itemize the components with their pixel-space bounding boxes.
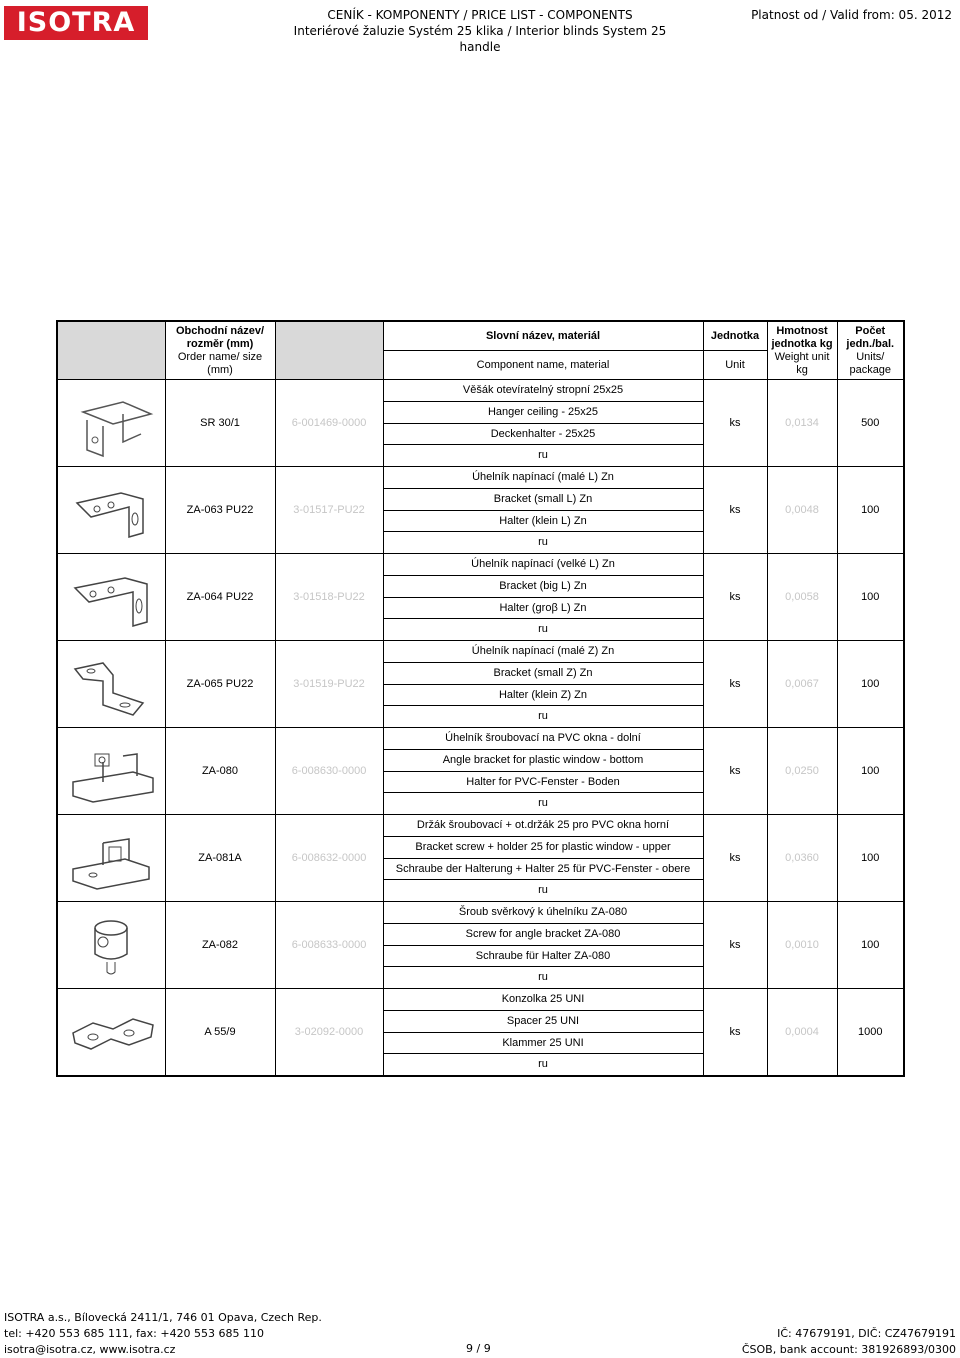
desc-line: Schraube für Halter ZA-080 [384,946,703,968]
order-code: 6-008632-0000 [275,815,383,902]
description-cell [383,902,703,989]
desc-line: ru [538,449,548,462]
units-per-package: 100 [837,554,904,641]
hanger-ceiling-icon [63,384,159,462]
product-image [57,902,165,989]
bracket-big-l-icon [63,558,159,636]
footer-ids: IČ: 47679191, DIČ: CZ47679191 [777,1327,956,1340]
desc-line: Úhelník napínací (velké L) Zn [384,554,703,576]
weight: 0,0250 [767,728,837,815]
title-line-1: CENÍK - KOMPONENTY / PRICE LIST - COMPONENTS [327,8,633,22]
title-line-2: Interiérové žaluzie Systém 25 klika / Interior blinds System 25 handle [293,24,667,54]
header-unit-en: Unit [703,351,767,380]
order-name: ZA-063 PU22 [165,467,275,554]
table-row [57,728,904,815]
unit: ks [703,902,767,989]
desc-line: ru [538,710,548,723]
spacer-clip-icon [63,993,159,1071]
desc-line: Halter (klein Z) Zn [384,685,703,707]
weight: 0,0360 [767,815,837,902]
desc-line: Úhelník šroubovací na PVC okna - dolní [384,728,703,750]
footer-address: ISOTRA a.s., Bílovecká 2411/1, 746 01 Opava, Czech Rep. [4,1311,322,1324]
unit: ks [703,467,767,554]
unit: ks [703,641,767,728]
clamp-screw-icon [63,906,159,984]
units-per-package: 100 [837,467,904,554]
desc-line: Schraube der Halterung + Halter 25 für PVC-Fenster - obere [384,859,703,881]
product-image [57,554,165,641]
page-number: 9 / 9 [466,1342,491,1355]
document-title [290,7,670,55]
unit: ks [703,815,767,902]
product-image [57,380,165,467]
footer-web: isotra@isotra.cz, www.isotra.cz [4,1343,176,1356]
units-per-package: 100 [837,728,904,815]
product-image [57,815,165,902]
product-image [57,989,165,1077]
desc-line: Úhelník napínací (malé L) Zn [384,467,703,489]
header-weight: Hmotnost jednotka kg Weight unit kg [767,321,837,380]
header-count: Počet jedn./bal. Units/ package [837,321,904,380]
desc-line: Konzolka 25 UNI [384,989,703,1011]
angle-bracket-bottom-icon [63,732,159,810]
desc-line: ru [538,797,548,810]
footer-contact [4,1310,322,1358]
description-cell [383,989,703,1077]
order-code: 3-01517-PU22 [275,467,383,554]
weight: 0,0067 [767,641,837,728]
desc-line: Screw for angle bracket ZA-080 [384,924,703,946]
order-name: ZA-064 PU22 [165,554,275,641]
bracket-small-l-icon [63,471,159,549]
isotra-logo: ISOTRA [4,6,148,40]
footer-bank: ČSOB, bank account: 381926893/0300 [741,1343,956,1356]
valid-from: Platnost od / Valid from: 05. 2012 [751,8,952,22]
description-cell [383,641,703,728]
desc-line: Halter (klein L) Zn [384,511,703,533]
table-row [57,815,904,902]
footer-phone: tel: +420 553 685 111, fax: +420 553 685 110 [4,1327,265,1340]
unit: ks [703,728,767,815]
description-cell [383,467,703,554]
unit: ks [703,554,767,641]
description-cell [383,728,703,815]
desc-line: ru [538,623,548,636]
description-cell [383,554,703,641]
order-code: 3-01519-PU22 [275,641,383,728]
product-image [57,467,165,554]
header-desc-cz: Slovní název, materiál [383,321,703,351]
product-image [57,728,165,815]
order-code: 6-001469-0000 [275,380,383,467]
table-row [57,641,904,728]
desc-line: Spacer 25 UNI [384,1011,703,1033]
desc-line: Hanger ceiling - 25x25 [384,402,703,424]
bracket-screw-holder-icon [63,819,159,897]
units-per-package: 100 [837,815,904,902]
unit: ks [703,380,767,467]
desc-line: Bracket (big L) Zn [384,576,703,598]
order-name: A 55/9 [165,989,275,1077]
weight: 0,0048 [767,467,837,554]
product-image [57,641,165,728]
desc-line: ru [538,884,548,897]
desc-line: Klammer 25 UNI [384,1033,703,1055]
order-code: 3-01518-PU22 [275,554,383,641]
table-row [57,467,904,554]
order-code: 3-02092-0000 [275,989,383,1077]
desc-line: Angle bracket for plastic window - bottom [384,750,703,772]
unit: ks [703,989,767,1077]
desc-line: Šroub svěrkový k úhelníku ZA-080 [384,902,703,924]
weight: 0,0010 [767,902,837,989]
desc-line: Halter for PVC-Fenster - Boden [384,772,703,794]
order-name: SR 30/1 [165,380,275,467]
header-desc-en: Component name, material [383,351,703,380]
weight: 0,0058 [767,554,837,641]
desc-line: Věšák otevíratelný stropní 25x25 [384,380,703,402]
order-code: 6-008633-0000 [275,902,383,989]
desc-line: ru [538,536,548,549]
desc-line: Halter (groβ L) Zn [384,598,703,620]
header-order-name: Obchodní název/ rozměr (mm) Order name/ size (mm) [165,321,275,380]
bracket-small-z-icon [63,645,159,723]
desc-line: Úhelník napínací (malé Z) Zn [384,641,703,663]
desc-line: ru [538,971,548,984]
header-image-col [57,321,165,380]
desc-line: Deckenhalter - 25x25 [384,424,703,446]
desc-line: Bracket screw + holder 25 for plastic window - upper [384,837,703,859]
table-row [57,902,904,989]
order-code: 6-008630-0000 [275,728,383,815]
description-cell [383,815,703,902]
units-per-package: 100 [837,902,904,989]
desc-line: ru [538,1058,548,1071]
order-name: ZA-080 [165,728,275,815]
desc-line: Bracket (small L) Zn [384,489,703,511]
order-name: ZA-082 [165,902,275,989]
description-cell [383,380,703,467]
units-per-package: 500 [837,380,904,467]
table-row [57,554,904,641]
units-per-package: 1000 [837,989,904,1077]
table-row [57,380,904,467]
order-name: ZA-065 PU22 [165,641,275,728]
footer-company-ids [742,1326,956,1358]
table-row [57,989,904,1077]
weight: 0,0004 [767,989,837,1077]
desc-line: Držák šroubovací + ot.držák 25 pro PVC okna horní [384,815,703,837]
header-code-col [275,321,383,380]
order-name: ZA-081A [165,815,275,902]
units-per-package: 100 [837,641,904,728]
desc-line: Bracket (small Z) Zn [384,663,703,685]
weight: 0,0134 [767,380,837,467]
header-unit-cz: Jednotka [703,321,767,351]
price-list-table [56,320,905,1077]
